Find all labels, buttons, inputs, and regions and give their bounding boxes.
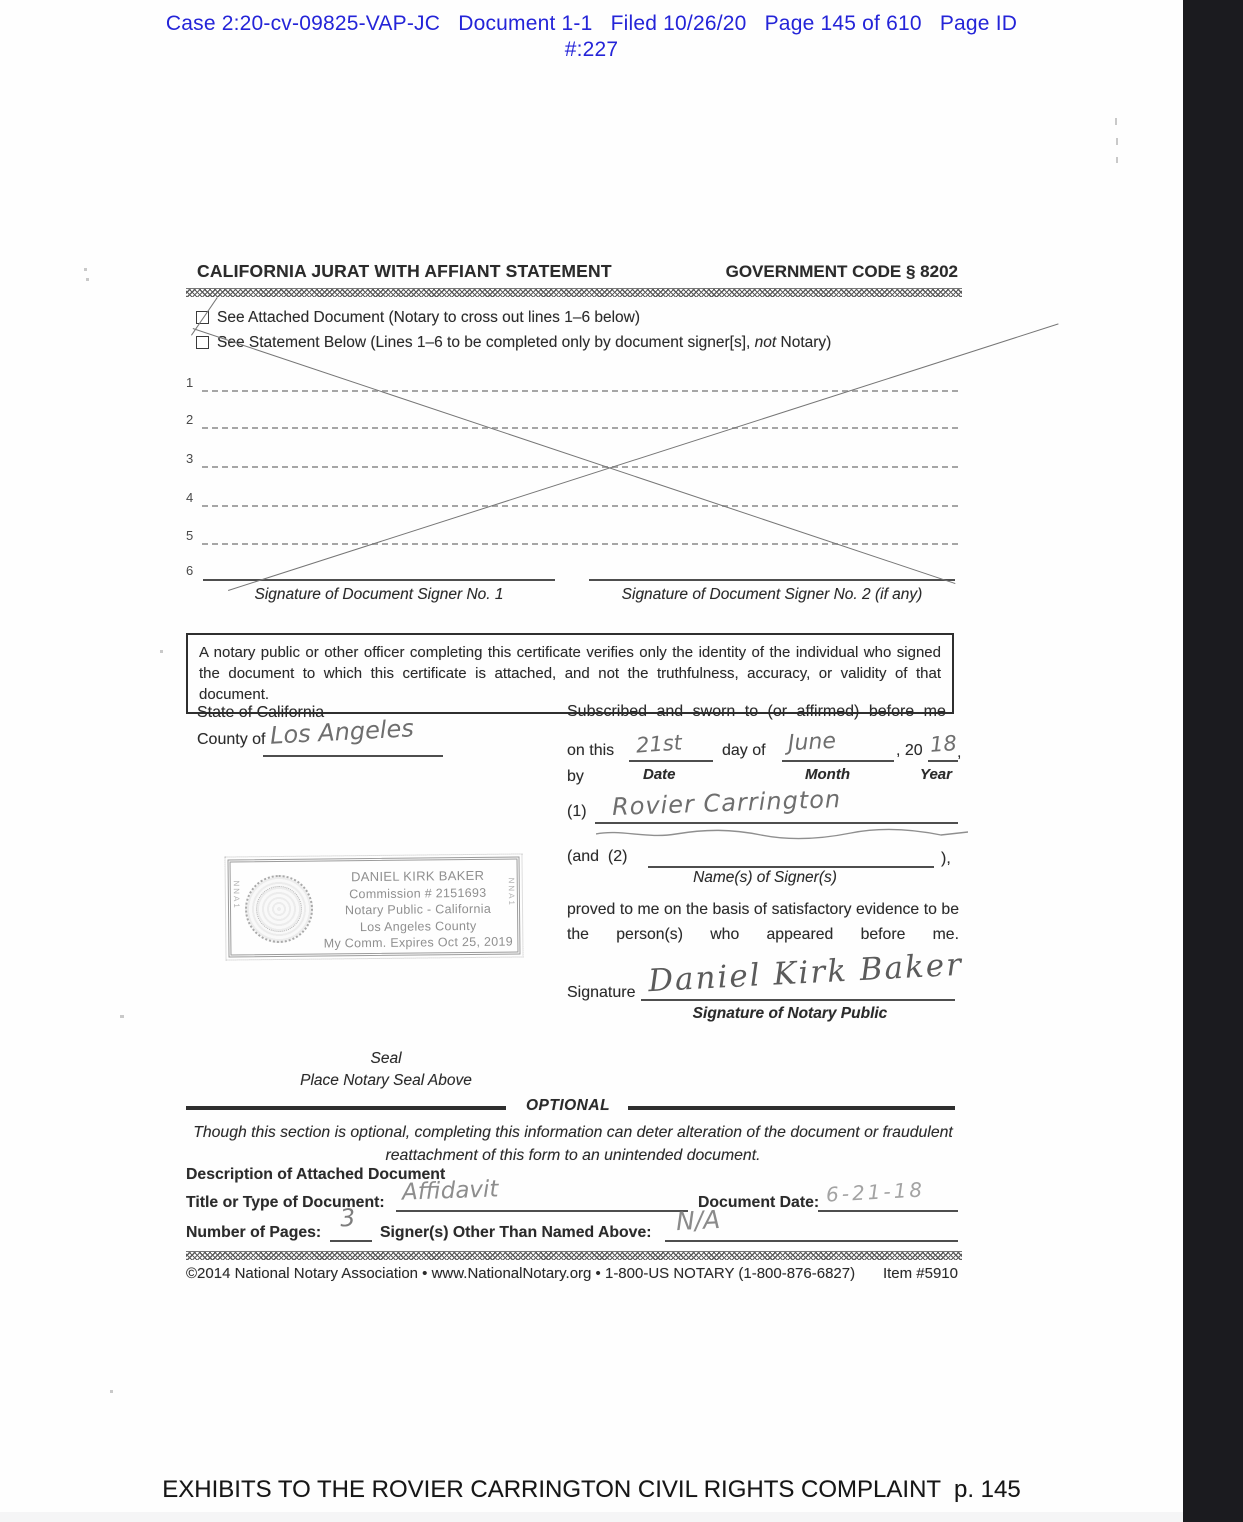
stamp-edge-text-left: NNA1 <box>231 880 242 910</box>
blank-line-2 <box>202 427 958 429</box>
signer2-name-underline <box>648 866 934 868</box>
checkbox-row-attached <box>196 309 640 327</box>
item-number: Item #5910 <box>882 1265 958 1282</box>
signature-underline-squiggle <box>596 826 968 842</box>
year-sublabel: Year <box>920 766 952 783</box>
line-number: 6 <box>186 563 194 578</box>
line-number: 2 <box>186 412 194 427</box>
stamp-county: Los Angeles County <box>359 918 477 934</box>
doc-title-handwritten: Affidavit <box>401 1176 499 1206</box>
crossout-line-down <box>193 328 956 584</box>
stamp-expiry: My Comm. Expires Oct 25, 2019 <box>323 934 514 951</box>
pages-label: Number of Pages: <box>186 1224 322 1241</box>
line-number: 3 <box>186 451 194 466</box>
notary-notice-box: A notary public or other officer completing this certificate verifies only the identity of the individual who signed the document to which this certificate is attached, and not the truthfulness, accuracy, or validity of that document. <box>186 633 954 714</box>
signer2-signature-line <box>589 579 955 581</box>
copyright-row <box>186 1265 958 1282</box>
scan-artifact <box>160 650 163 653</box>
paren-close: ), <box>941 850 951 867</box>
signer1-number: (1) <box>567 803 587 820</box>
day-of-label: day of <box>722 742 766 759</box>
month-handwritten-value: June <box>787 728 837 757</box>
signature-label: Signature <box>567 984 636 1001</box>
scan-artifact <box>1116 157 1118 163</box>
signer1-name-underline <box>595 822 958 824</box>
scan-artifact <box>120 1015 124 1018</box>
other-signers-underline <box>665 1240 958 1242</box>
pages-underline <box>330 1240 372 1242</box>
day-underline <box>629 760 713 762</box>
blank-line-4 <box>202 505 958 507</box>
copyright-text: ©2014 National Notary Association • www.NationalNotary.org • 1-800-US NOTARY (1-800-876-6827) <box>186 1265 856 1282</box>
twenty-label: , 20 <box>896 742 923 759</box>
state-seal-icon <box>245 875 314 944</box>
doc-date-handwritten: 6-21-18 <box>825 1177 926 1207</box>
form-title: CALIFORNIA JURAT WITH AFFIANT STATEMENT <box>197 261 612 281</box>
state-line: State of California <box>197 704 325 721</box>
date-sublabel: Date <box>643 766 676 783</box>
crossout-line-up <box>228 323 1059 591</box>
scan-artifact <box>1115 118 1117 125</box>
signer1-line-label: Signature of Document Signer No. 1 <box>254 586 504 603</box>
viewer-dark-edge <box>1183 0 1243 1522</box>
scan-artifact <box>1116 138 1118 145</box>
stamp-notary-name: DANIEL KIRK BAKER <box>350 867 485 885</box>
by-label: by <box>567 768 584 785</box>
county-underline <box>263 755 443 757</box>
checkbox-empty-icon <box>196 336 209 349</box>
county-handwritten-value: Los Angeles <box>269 714 415 750</box>
exhibits-footer-caption: EXHIBITS TO THE ROVIER CARRINGTON CIVIL RIGHTS COMPLAINT p. 145 <box>162 1476 1021 1503</box>
optional-divider-left <box>186 1106 506 1110</box>
doc-title-label: Title or Type of Document: <box>186 1194 385 1211</box>
proved-statement: proved to me on the basis of satisfactory evidence to be the person(s) who appeared before me. <box>567 901 959 943</box>
optional-divider-right <box>628 1106 955 1110</box>
year-underline <box>928 760 958 762</box>
day-handwritten-value: 21st <box>635 730 683 758</box>
year-handwritten-value: 18 <box>929 731 958 757</box>
hatch-divider-bottom <box>186 1251 962 1260</box>
doc-date-label: Document Date: <box>698 1194 820 1211</box>
scan-artifact <box>84 268 87 271</box>
seal-label: Seal <box>370 1050 402 1067</box>
month-sublabel: Month <box>805 766 850 783</box>
signer2-line-label: Signature of Document Signer No. 2 (if any) <box>621 586 923 603</box>
names-of-signers-label: Name(s) of Signer(s) <box>693 869 837 886</box>
scan-artifact <box>86 278 89 281</box>
trailing-comma: , <box>957 744 962 761</box>
description-heading: Description of Attached Document <box>186 1166 446 1183</box>
county-label: County of <box>197 731 266 748</box>
sworn-statement-line: Subscribed and sworn to (or affirmed) before me <box>567 703 946 720</box>
other-signers-handwritten: N/A <box>675 1204 721 1237</box>
government-code: GOVERNMENT CODE § 8202 <box>725 262 958 281</box>
signer1-handwritten-name: Rovier Carrington <box>611 785 842 821</box>
stamp-text-block <box>323 867 517 952</box>
hatch-divider-top <box>186 288 962 297</box>
blank-line-5 <box>202 543 958 545</box>
case-caption-line1: Case 2:20-cv-09825-VAP-JC Document 1-1 Filed 10/26/20 Page 145 of 610 Page ID <box>165 12 1018 35</box>
on-this-label: on this <box>567 742 615 759</box>
stamp-commission: Commission # 2151693 <box>349 885 487 901</box>
checkbox1-label: See Attached Document (Notary to cross out lines 1–6 below) <box>217 309 641 326</box>
line-number: 1 <box>186 375 194 390</box>
line-number: 5 <box>186 528 194 543</box>
seal-caption: Place Notary Seal Above <box>300 1072 472 1089</box>
checkbox-row-statement <box>196 334 831 352</box>
optional-note: Though this section is optional, completing this information can deter alteration of the document or fraudulent reattachment of this form to an unintended document. <box>193 1124 953 1164</box>
stamp-edge-text-right: NNA1 <box>506 877 517 907</box>
notary-stamp <box>227 856 520 957</box>
and2-label: (and (2) <box>567 848 628 865</box>
stamp-title: Notary Public - California <box>344 901 492 918</box>
optional-label: OPTIONAL <box>525 1097 611 1114</box>
blank-line-3 <box>202 466 958 468</box>
checkbox2-label: See Statement Below (Lines 1–6 to be completed only by document signer[s], not Notary) <box>217 334 832 351</box>
scan-artifact <box>110 1390 113 1393</box>
case-caption-line2: #:227 <box>564 38 619 61</box>
notary-signature-underline <box>641 999 955 1001</box>
notary-handwritten-signature: Daniel Kirk Baker <box>647 946 964 1000</box>
line-number: 4 <box>186 490 194 505</box>
month-underline <box>782 760 894 762</box>
other-signers-label: Signer(s) Other Than Named Above: <box>380 1224 652 1241</box>
doc-title-underline <box>396 1210 688 1212</box>
viewer-bottom-band <box>0 1512 1183 1522</box>
notary-signature-caption: Signature of Notary Public <box>692 1005 888 1022</box>
doc-date-underline <box>818 1210 958 1212</box>
pages-handwritten: 3 <box>339 1203 357 1233</box>
